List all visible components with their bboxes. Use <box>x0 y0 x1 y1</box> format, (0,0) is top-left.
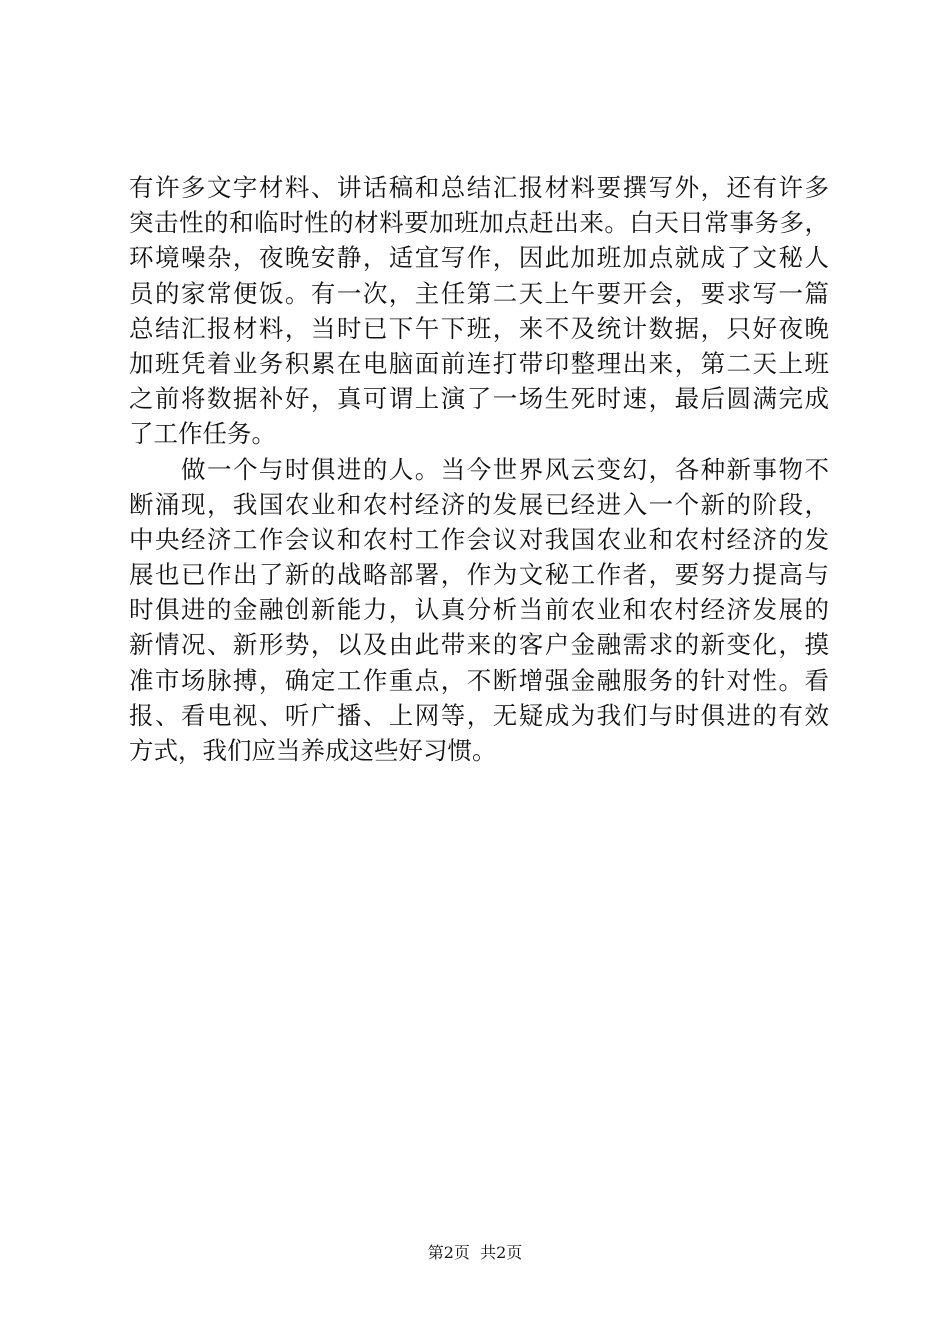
paragraph-1 <box>129 170 829 452</box>
page-number: 第2页 共2页 <box>427 1243 523 1262</box>
text-line: 断涌现，我国农业和农村经济的发展已经进入一个新的阶段， <box>129 489 829 519</box>
text-line: 方式，我们应当养成这些好习惯。 <box>129 736 497 765</box>
text-line: 总结汇报材料，当时已下午下班，来不及统计数据，只好夜晚 <box>129 313 829 343</box>
text-line: 报、看电视、听广播、上网等，无疑成为我们与时俱进的有效 <box>129 700 829 730</box>
page-footer <box>0 1242 950 1264</box>
body-text <box>129 170 829 768</box>
text-line: 中央经济工作会议和农村工作会议对我国农业和农村经济的发 <box>129 524 829 554</box>
paragraph-2 <box>129 452 829 769</box>
text-line: 做一个与时俱进的人。当今世界风云变幻，各种新事物不 <box>181 454 829 484</box>
text-line: 之前将数据补好，真可谓上演了一场生死时速，最后圆满完成 <box>129 384 829 414</box>
text-line: 突击性的和临时性的材料要加班加点赶出来。白天日常事务多， <box>129 208 829 238</box>
text-line: 时俱进的金融创新能力，认真分析当前农业和农村经济发展的 <box>129 595 829 625</box>
text-line: 环境噪杂，夜晚安静，适宜写作，因此加班加点就成了文秘人 <box>129 243 829 273</box>
text-line: 准市场脉搏，确定工作重点，不断增强金融服务的针对性。看 <box>129 665 829 695</box>
text-line: 员的家常便饭。有一次，主任第二天上午要开会，要求写一篇 <box>129 278 829 308</box>
text-line: 新情况、新形势，以及由此带来的客户金融需求的新变化，摸 <box>129 630 829 660</box>
text-line: 展也已作出了新的战略部署，作为文秘工作者，要努力提高与 <box>129 560 829 590</box>
text-line: 加班凭着业务积累在电脑面前连打带印整理出来，第二天上班 <box>129 348 829 378</box>
text-line: 了工作任务。 <box>129 419 276 449</box>
text-line: 有许多文字材料、讲话稿和总结汇报材料要撰写外，还有许多 <box>129 173 829 202</box>
